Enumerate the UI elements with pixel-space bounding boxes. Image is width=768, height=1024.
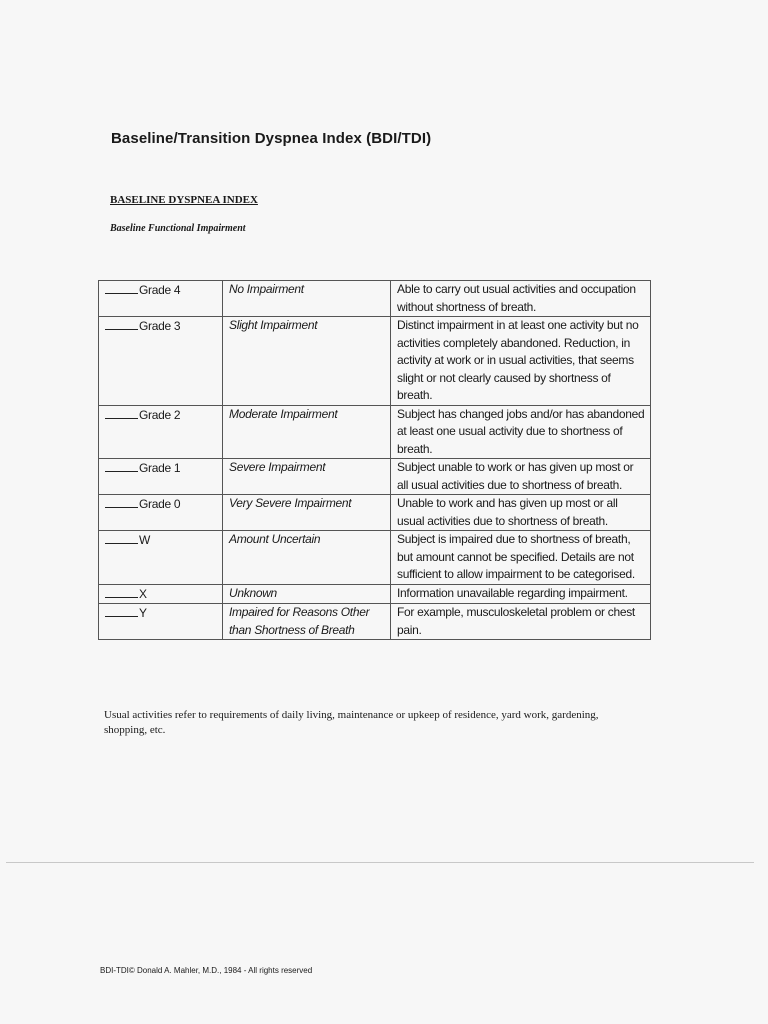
copyright-footer: BDI-TDI© Donald A. Mahler, M.D., 1984 - All rights reserved — [100, 966, 313, 975]
grade-label: Grade 1 — [139, 461, 181, 475]
grade-label: X — [139, 586, 147, 601]
level-cell: Moderate Impairment — [223, 405, 391, 459]
description-cell: Subject is impaired due to shortness of breath, but amount cannot be specified. Details are not sufficient to allow impairment to be categorised. — [391, 531, 651, 585]
grade-blank[interactable] — [105, 459, 138, 472]
description-cell: Subject has changed jobs and/or has abandoned at least one usual activity due to shortness of breath. — [391, 405, 651, 459]
description-cell: Unable to work and has given up most or all usual activities due to shortness of breath. — [391, 495, 651, 531]
footnote: Usual activities refer to requirements of daily living, maintenance or upkeep of residence, yard work, gardening, shopping, etc. — [104, 709, 599, 736]
page-title: Baseline/Transition Dyspnea Index (BDI/TDI) — [111, 130, 432, 147]
description-cell: Subject unable to work or has given up most or all usual activities due to shortness of breath. — [391, 459, 651, 495]
section-heading: BASELINE DYSPNEA INDEX — [110, 194, 258, 206]
level-cell: No Impairment — [223, 281, 391, 317]
grade-label: Grade 0 — [139, 497, 181, 511]
level-cell: Very Severe Impairment — [223, 495, 391, 531]
description-cell: For example, musculoskeletal problem or chest pain. — [391, 604, 651, 640]
grade-blank[interactable] — [105, 406, 138, 419]
table-row — [99, 459, 651, 495]
table-row — [99, 604, 651, 640]
subsection-heading: Baseline Functional Impairment — [110, 223, 246, 234]
grade-cell — [99, 584, 223, 604]
grade-label: W — [139, 533, 151, 547]
level-cell: Unknown — [223, 584, 391, 604]
description-cell: Able to carry out usual activities and occupation without shortness of breath. — [391, 281, 651, 317]
table-row — [99, 405, 651, 459]
grade-cell — [99, 317, 223, 406]
grade-blank[interactable] — [105, 281, 138, 294]
grade-blank[interactable] — [105, 585, 138, 598]
grade-label: Grade 4 — [139, 283, 181, 297]
level-cell: Severe Impairment — [223, 459, 391, 495]
impairment-table — [98, 280, 651, 640]
grade-cell — [99, 604, 223, 640]
grade-blank[interactable] — [105, 604, 138, 617]
grade-blank[interactable] — [105, 531, 138, 544]
table-row — [99, 281, 651, 317]
grade-cell — [99, 405, 223, 459]
page-divider — [6, 862, 754, 863]
level-cell: Amount Uncertain — [223, 531, 391, 585]
grade-label: Grade 2 — [139, 407, 181, 422]
grade-cell — [99, 495, 223, 531]
level-cell: Impaired for Reasons Other than Shortness of Breath — [223, 604, 391, 640]
grade-cell — [99, 531, 223, 585]
description-cell: Information unavailable regarding impairment. — [391, 584, 651, 604]
grade-blank[interactable] — [105, 495, 138, 508]
table-row — [99, 495, 651, 531]
table-row — [99, 584, 651, 604]
level-cell: Slight Impairment — [223, 317, 391, 406]
table-row — [99, 531, 651, 585]
grade-cell — [99, 281, 223, 317]
grade-label: Y — [139, 606, 147, 620]
table-row — [99, 317, 651, 406]
grade-cell — [99, 459, 223, 495]
grade-blank[interactable] — [105, 317, 138, 330]
grade-label: Grade 3 — [139, 319, 181, 333]
description-cell: Distinct impairment in at least one activity but no activities completely abandoned. Reduction, in activity at work or in usual activities, that seems slight or not clearly caused by shortness of breath. — [391, 317, 651, 406]
